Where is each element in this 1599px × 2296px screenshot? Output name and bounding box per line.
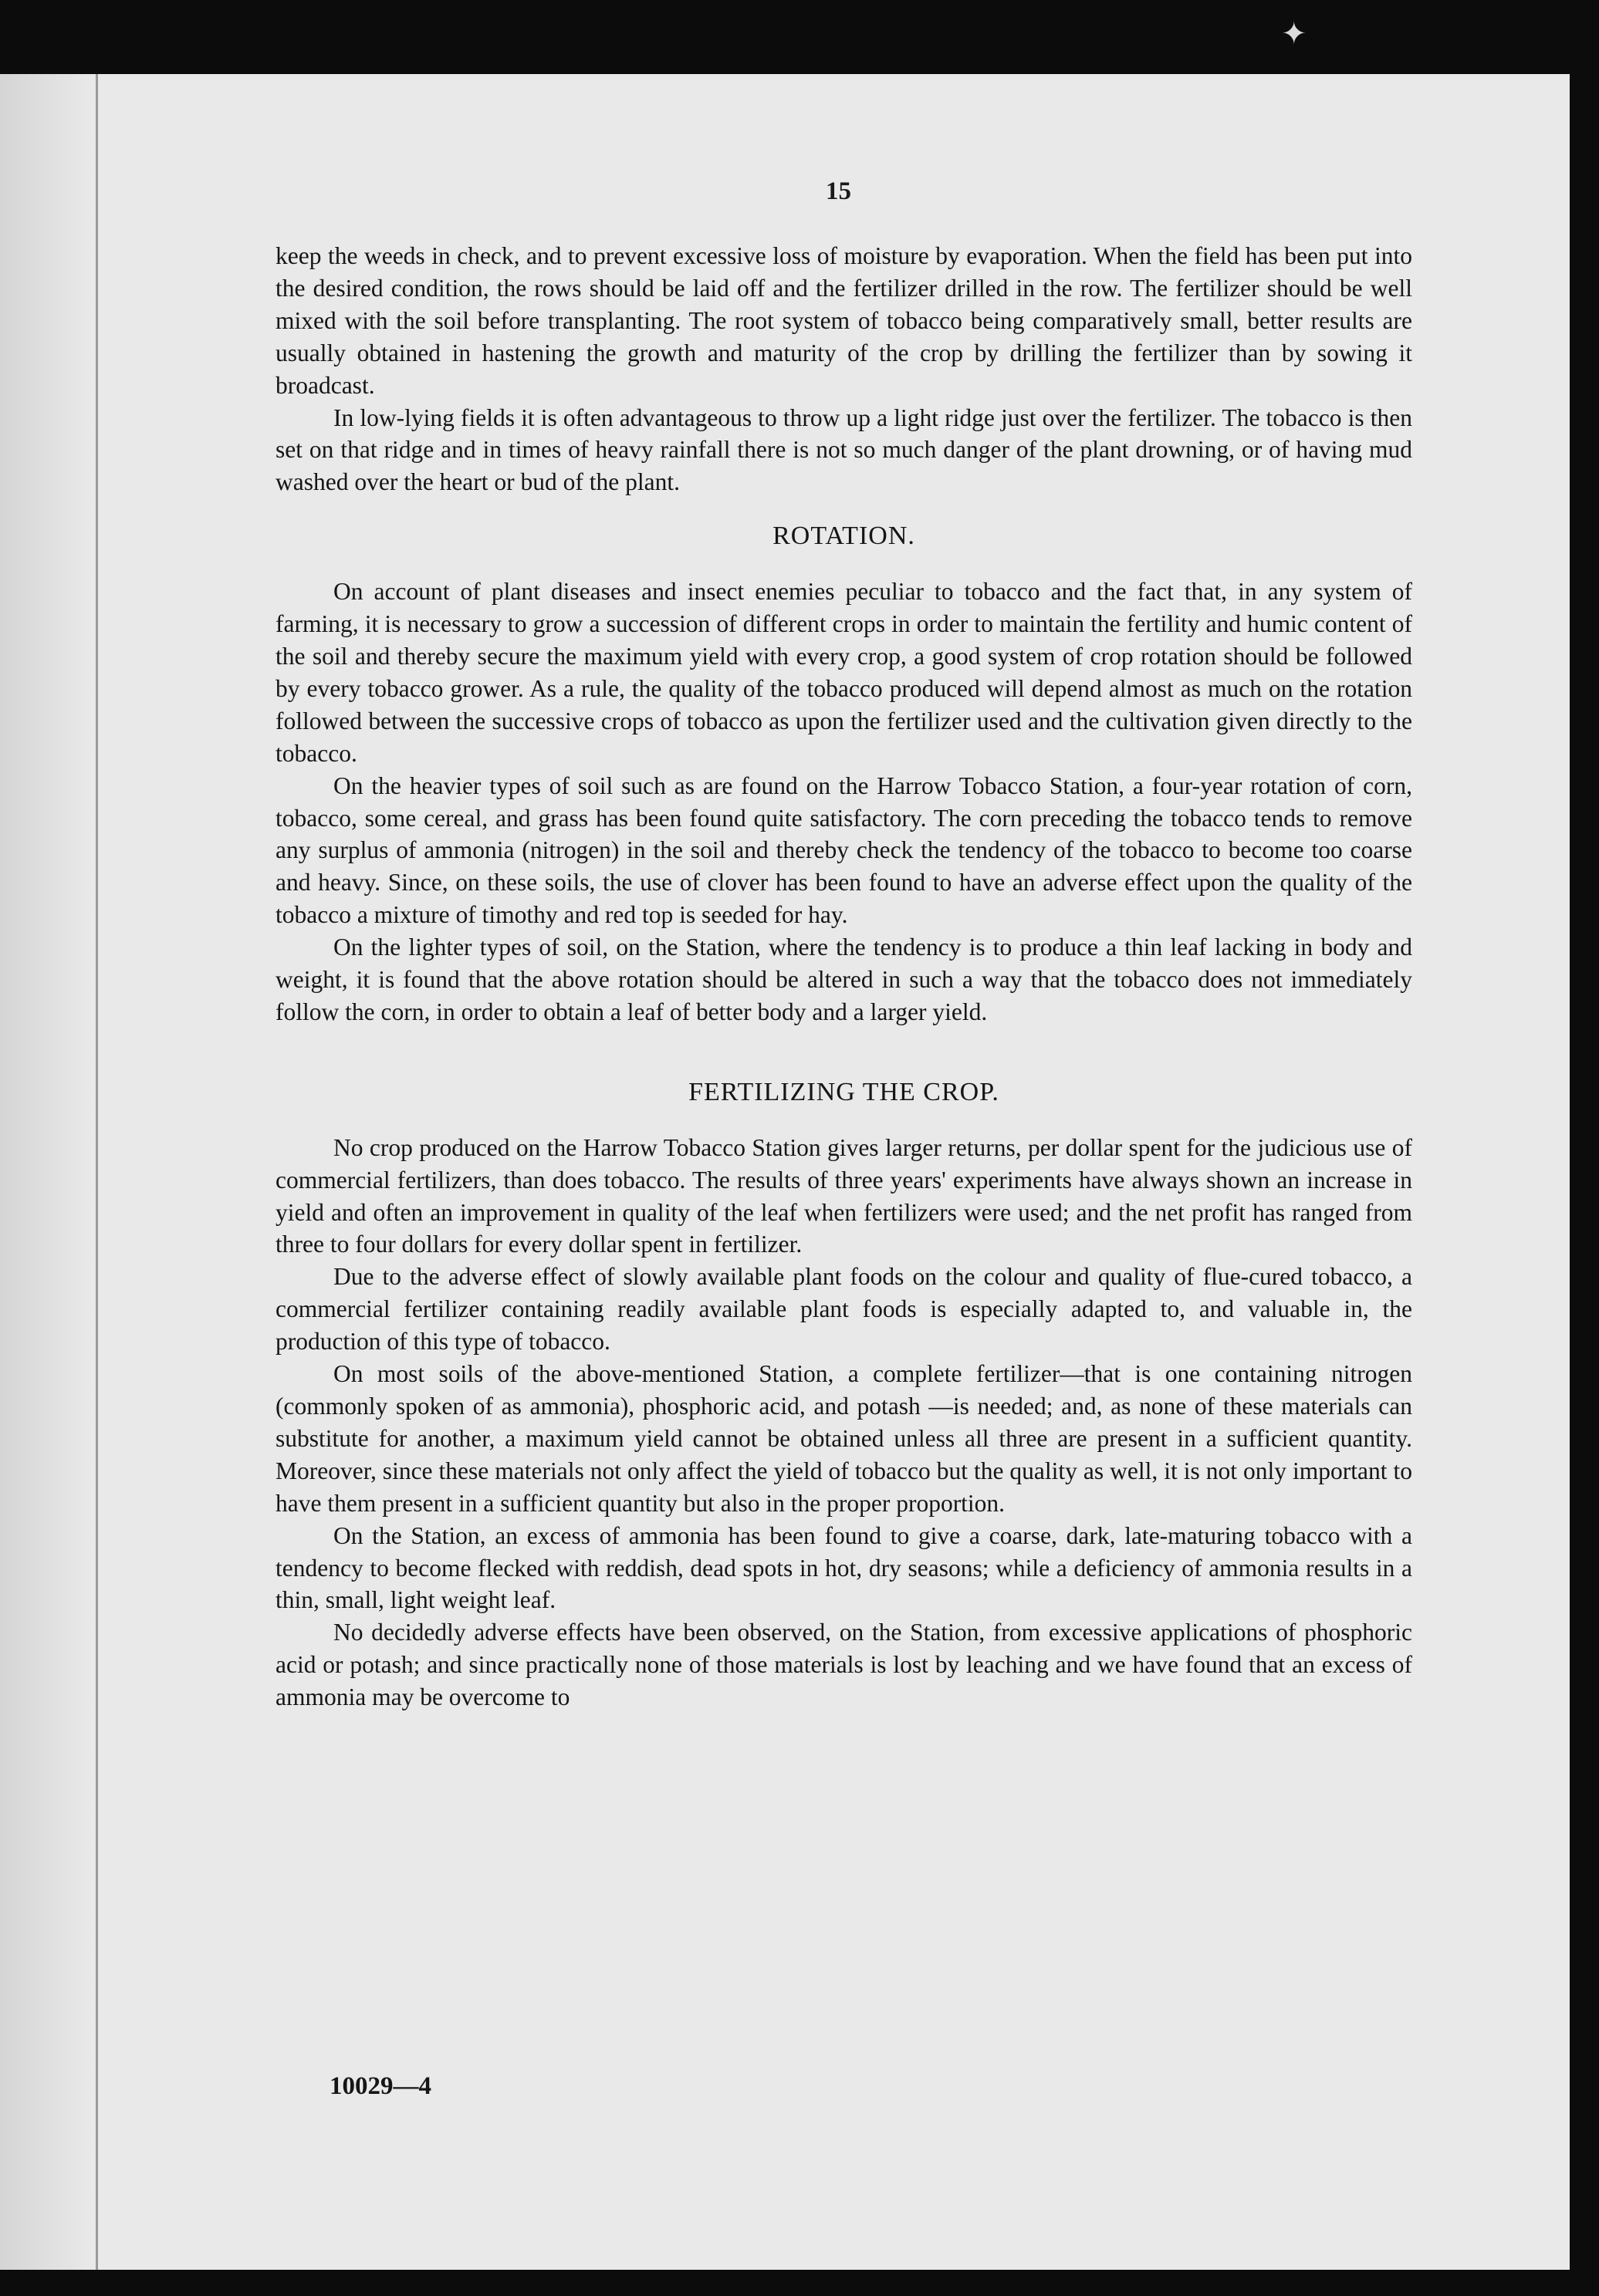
paragraph: On the lighter types of soil, on the Station, where the tendency is to produce a thin leaf lacking in body and weight, it is found that the above rotation should be altered in such a way that the tobacco does not immediately follow the corn, in order to obtain a leaf of better body and a larger yield. (276, 934, 1412, 1025)
paragraph: On the Station, an excess of ammonia has been found to give a coarse, dark, late-maturing tobacco with a tendency to become flecked with reddish, dead spots in hot, dry seasons; while a deficiency of ammonia results in a thin, small, light weight leaf. (276, 1521, 1412, 1614)
scan-edge-shadow (0, 74, 93, 2270)
paragraph: No crop produced on the Harrow Tobacco Station gives larger returns, per dollar spent for the judicious use of commercial fertilizers, than does tobacco. The results of three years' experiments have always shown an increase in yield and often an improvement in quality of the leaf when fertilizers were used; and the net profit has ranged from three to four dollars for every dollar spent in fertilizer. (276, 1133, 1412, 1258)
paragraph: No decidedly adverse effects have been observed, on the Station, from excessive applications of phosphoric acid or potash; and since practically none of those materials is lost by leaching and we have found that an excess of ammonia may be overcome to (276, 1619, 1412, 1711)
paragraph: On most soils of the above-mentioned Station, a complete fertilizer—that is one containing nitrogen (commonly spoken of as ammonia), phosphoric acid, and potash —is needed; and, as none of these materials can substitute for another, a maximum yield cannot be obtained unless all three are present in a sufficient quantity. Moreover, since these materials not only affect the yield of tobacco but the quality as well, it is not only important to have them present in a sufficient quantity but also in the proper proportion. (276, 1360, 1412, 1517)
body-text (276, 240, 1412, 1714)
page-fold-line (96, 74, 98, 2270)
section-heading-rotation: ROTATION. (772, 522, 915, 551)
paragraph: On the heavier types of soil such as are found on the Harrow Tobacco Station, a four-year rotation of corn, tobacco, some cereal, and grass has been found quite satisfactory. The corn preceding the tobacco tends to remove any surplus of ammonia (nitrogen) in the soil and thereby check the tendency of the tobacco to become too coarse and heavy. Since, on these soils, the use of clover has been found to have an adverse effect upon the quality of the tobacco a mixture of timothy and red top is seeded for hay. (276, 772, 1412, 929)
paragraph: keep the weeds in check, and to prevent excessive loss of moisture by evaporation. When the field has been put into the desired condition, the rows should be laid off and the fertilizer drilled in the row. The fertilizer should be well mixed with the soil before transplanting. The root system of tobacco being comparatively small, better results are usually obtained in hastening the growth and maturity of the crop by drilling the fertilizer than by sowing it broadcast. (276, 242, 1412, 399)
paragraph: On account of plant diseases and insect enemies peculiar to tobacco and the fact that, in any system of farming, it is necessary to grow a succession of different crops in order to maintain the fertility and humic content of the soil and thereby secure the maximum yield with every crop, a good system of crop rotation should be followed by every tobacco grower. As a rule, the quality of the tobacco produced will depend almost as much on the rotation followed between the successive crops of tobacco as upon the fertilizer used and the cultivation given directly to the tobacco. (276, 578, 1412, 767)
paragraph: In low-lying fields it is often advantageous to throw up a light ridge just over the fertilizer. The tobacco is then set on that ridge and in times of heavy rainfall there is not so much danger of the plant drowning, or of having mud washed over the heart or bud of the plant. (276, 403, 1412, 496)
section-heading-fertilizing: FERTILIZING THE CROP. (688, 1077, 999, 1106)
page-number: 15 (826, 177, 851, 205)
paragraph: Due to the adverse effect of slowly available plant foods on the colour and quality of flue-cured tobacco, a commercial fertilizer containing readily available plant foods is especially adapted to, and valuable in, the production of this type of tobacco. (276, 1263, 1412, 1356)
scan-speck: ✦ (1281, 16, 1307, 51)
printer-signature-mark: 10029—4 (330, 2072, 431, 2100)
